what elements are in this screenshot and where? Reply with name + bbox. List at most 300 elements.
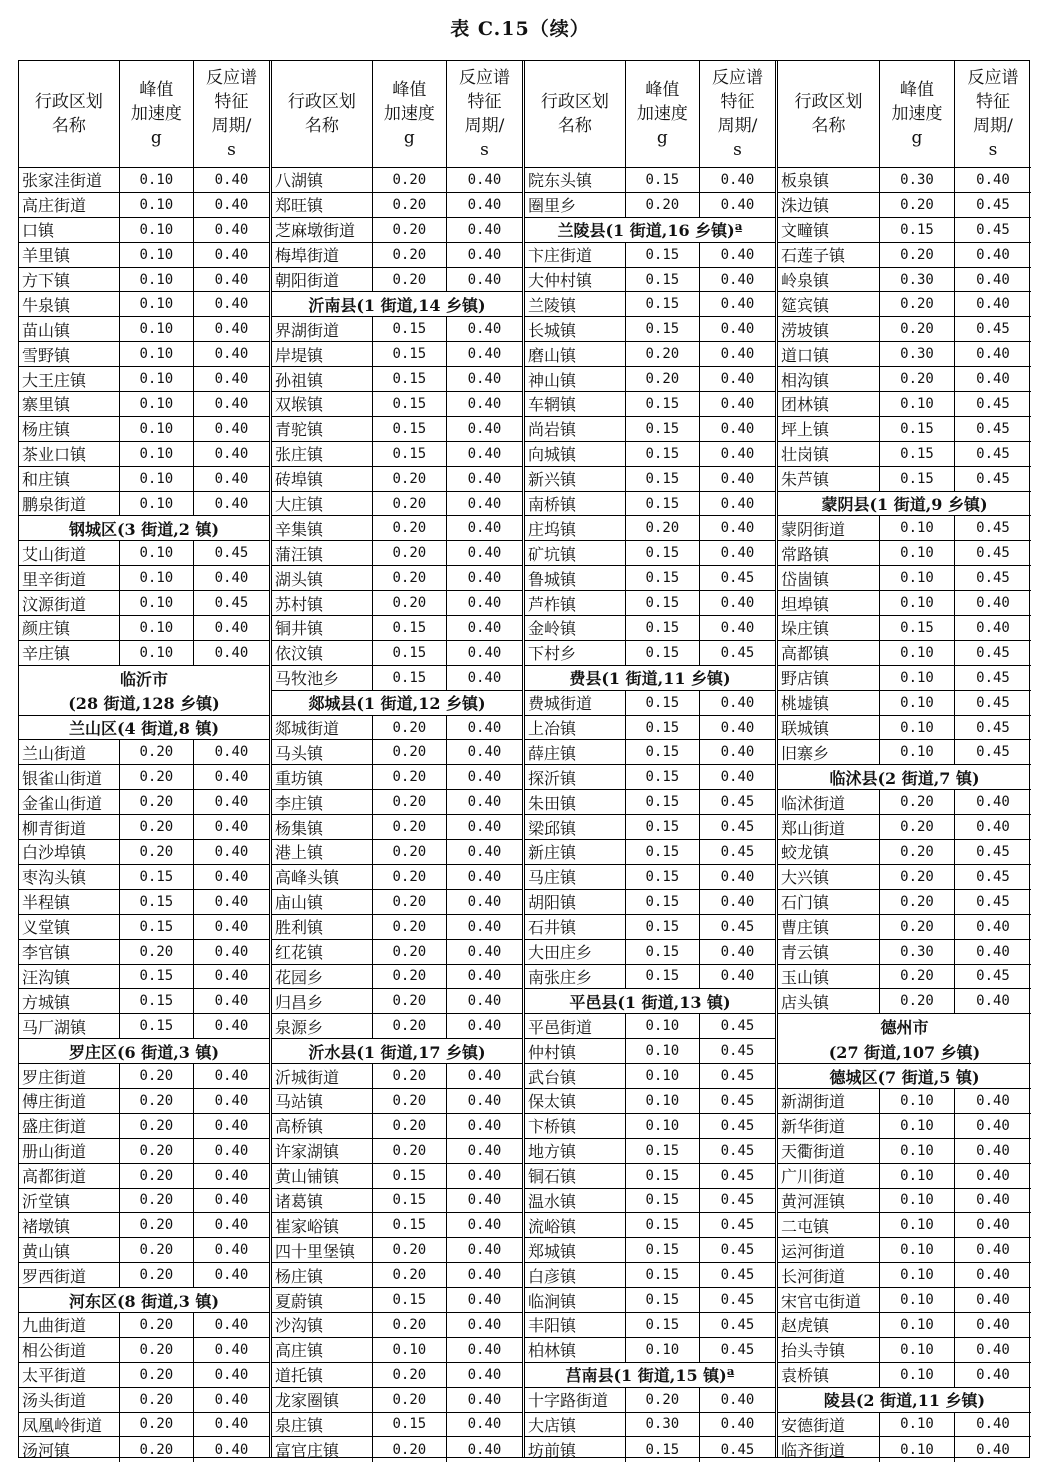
section-heading: 临沭县(2 街道,7 镇) bbox=[829, 768, 980, 788]
table-row bbox=[272, 1313, 522, 1338]
peak-acceleration: 0.20 bbox=[880, 317, 955, 341]
peak-acceleration: 0.15 bbox=[626, 541, 700, 565]
table-row bbox=[525, 1089, 775, 1114]
region-name: 院东头镇 bbox=[525, 168, 626, 192]
characteristic-period: 0.40 bbox=[467, 1192, 502, 1209]
table-row bbox=[778, 442, 1031, 467]
peak-acceleration: 0.20 bbox=[120, 1313, 194, 1337]
region-name: 十字路街道 bbox=[525, 1388, 626, 1412]
characteristic-period: 0.40 bbox=[720, 321, 755, 338]
characteristic-period: 0.40 bbox=[720, 545, 755, 562]
peak-acceleration: 0.20 bbox=[373, 467, 447, 491]
table-row bbox=[778, 193, 1031, 218]
region-name: 旧寨乡 bbox=[778, 740, 880, 764]
characteristic-period: 0.45 bbox=[976, 420, 1010, 437]
characteristic-period: 0.40 bbox=[976, 943, 1010, 960]
region-name: 朱田镇 bbox=[525, 790, 626, 814]
peak-acceleration: 0.15 bbox=[626, 1164, 700, 1188]
region-name: 上冶镇 bbox=[525, 716, 626, 740]
region-name: 杨庄镇 bbox=[19, 417, 120, 441]
table-row bbox=[272, 1263, 522, 1288]
region-name: 大庄镇 bbox=[272, 492, 373, 516]
region-name: 高都街道 bbox=[19, 1164, 120, 1188]
characteristic-period: 0.40 bbox=[720, 171, 755, 188]
characteristic-period: 0.40 bbox=[467, 196, 502, 213]
region-name: 南张庄乡 bbox=[525, 965, 626, 989]
region-name: 鹏泉街道 bbox=[19, 492, 120, 516]
peak-acceleration: 0.10 bbox=[880, 591, 955, 615]
peak-acceleration: 0.10 bbox=[626, 1338, 700, 1362]
characteristic-period: 0.40 bbox=[467, 644, 502, 661]
characteristic-period: 0.45 bbox=[720, 1242, 755, 1259]
region-name: 蒲汪镇 bbox=[272, 541, 373, 565]
region-name: 大店镇 bbox=[525, 1413, 626, 1437]
characteristic-period: 0.40 bbox=[214, 619, 249, 636]
region-name: 联城镇 bbox=[778, 716, 880, 740]
region-name: 枣沟头镇 bbox=[19, 865, 120, 889]
peak-acceleration: 0.20 bbox=[626, 367, 700, 391]
peak-acceleration: 0.20 bbox=[880, 292, 955, 316]
peak-acceleration: 0.15 bbox=[120, 1014, 194, 1038]
characteristic-period: 0.40 bbox=[214, 893, 249, 910]
region-name: 李庄镇 bbox=[272, 790, 373, 814]
table-row bbox=[272, 218, 522, 243]
characteristic-period: 0.40 bbox=[720, 943, 755, 960]
peak-acceleration: 0.15 bbox=[626, 740, 700, 764]
region-name: 探沂镇 bbox=[525, 765, 626, 789]
section-heading-row bbox=[525, 218, 775, 243]
peak-acceleration: 0.15 bbox=[373, 417, 447, 441]
region-name: 费城街道 bbox=[525, 691, 626, 715]
region-name: 筵宾镇 bbox=[778, 292, 880, 316]
table-row bbox=[525, 691, 775, 716]
region-name: 圈里乡 bbox=[525, 193, 626, 217]
region-name: 武台镇 bbox=[525, 1064, 626, 1088]
peak-acceleration: 0.30 bbox=[626, 1413, 700, 1437]
peak-acceleration: 0.15 bbox=[626, 940, 700, 964]
table-row bbox=[19, 890, 269, 915]
characteristic-period: 0.40 bbox=[214, 171, 249, 188]
peak-acceleration: 0.20 bbox=[626, 516, 700, 540]
table-row bbox=[19, 965, 269, 990]
column-header bbox=[272, 61, 522, 168]
peak-acceleration: 0.20 bbox=[880, 815, 955, 839]
characteristic-period: 0.40 bbox=[214, 371, 249, 388]
region-name: 岱崮镇 bbox=[778, 566, 880, 590]
peak-acceleration: 0.10 bbox=[120, 317, 194, 341]
section-heading: 德州市 bbox=[880, 1018, 929, 1038]
characteristic-period: 0.40 bbox=[720, 868, 755, 885]
region-name: 和庄镇 bbox=[19, 467, 120, 491]
peak-acceleration: 0.20 bbox=[880, 965, 955, 989]
characteristic-period: 0.40 bbox=[976, 1142, 1010, 1159]
characteristic-period: 0.40 bbox=[214, 296, 249, 313]
peak-acceleration: 0.30 bbox=[880, 940, 955, 964]
region-name: 高峰头镇 bbox=[272, 865, 373, 889]
characteristic-period: 0.45 bbox=[720, 644, 755, 661]
characteristic-period: 0.45 bbox=[976, 570, 1010, 587]
table-row bbox=[778, 965, 1031, 990]
table-row bbox=[272, 965, 522, 990]
section-heading: 陵县(2 街道,11 乡镇) bbox=[823, 1391, 986, 1411]
table-row bbox=[778, 815, 1031, 840]
region-name: 银雀山街道 bbox=[19, 765, 120, 789]
region-name: 罗西街道 bbox=[19, 1263, 120, 1287]
peak-acceleration: 0.20 bbox=[373, 989, 447, 1013]
region-name: 壮岗镇 bbox=[778, 442, 880, 466]
characteristic-period: 0.40 bbox=[720, 968, 755, 985]
table-row bbox=[778, 989, 1031, 1014]
region-name: 临齐街道 bbox=[778, 1437, 880, 1462]
region-name: 卞庄街道 bbox=[525, 243, 626, 267]
peak-acceleration: 0.15 bbox=[626, 268, 700, 292]
characteristic-period: 0.40 bbox=[467, 1117, 502, 1134]
table-row bbox=[525, 940, 775, 965]
characteristic-period: 0.45 bbox=[214, 545, 249, 562]
table-row bbox=[525, 1263, 775, 1288]
region-name: 长河街道 bbox=[778, 1263, 880, 1287]
section-heading-row bbox=[778, 1064, 1031, 1089]
peak-acceleration: 0.15 bbox=[626, 1139, 700, 1163]
region-name: 运河街道 bbox=[778, 1238, 880, 1262]
peak-acceleration: 0.20 bbox=[373, 541, 447, 565]
peak-acceleration: 0.20 bbox=[373, 168, 447, 192]
characteristic-period: 0.40 bbox=[214, 1242, 249, 1259]
section-heading-row bbox=[272, 292, 522, 317]
table-row bbox=[525, 566, 775, 591]
table-row bbox=[19, 1388, 269, 1413]
characteristic-period: 0.40 bbox=[976, 1341, 1010, 1358]
table-row bbox=[19, 1313, 269, 1338]
table-row bbox=[778, 392, 1031, 417]
table-row bbox=[19, 467, 269, 492]
table-row bbox=[19, 1363, 269, 1388]
region-name: 相沟镇 bbox=[778, 367, 880, 391]
peak-acceleration: 0.10 bbox=[373, 1338, 447, 1362]
characteristic-period: 0.40 bbox=[467, 545, 502, 562]
column-header bbox=[525, 61, 775, 168]
table-row bbox=[778, 641, 1031, 666]
table-row bbox=[272, 417, 522, 442]
region-name: 临沭街道 bbox=[778, 790, 880, 814]
characteristic-period: 0.45 bbox=[976, 445, 1010, 462]
table-row bbox=[778, 840, 1031, 865]
table-row bbox=[272, 1164, 522, 1189]
characteristic-period: 0.45 bbox=[976, 644, 1010, 661]
header-name: 行政区划 名称 bbox=[525, 61, 626, 167]
peak-acceleration: 0.15 bbox=[626, 1313, 700, 1337]
peak-acceleration: 0.15 bbox=[880, 218, 955, 242]
characteristic-period: 0.40 bbox=[976, 918, 1010, 935]
peak-acceleration: 0.20 bbox=[373, 516, 447, 540]
region-name: 太平街道 bbox=[19, 1363, 120, 1387]
region-name: 牛泉镇 bbox=[19, 292, 120, 316]
region-name: 梅埠街道 bbox=[272, 243, 373, 267]
region-name: 砖埠镇 bbox=[272, 467, 373, 491]
region-name: 板泉镇 bbox=[778, 168, 880, 192]
region-name: 罗庄街道 bbox=[19, 1064, 120, 1088]
peak-acceleration: 0.15 bbox=[626, 591, 700, 615]
region-name: 道托镇 bbox=[272, 1363, 373, 1387]
characteristic-period: 0.40 bbox=[720, 520, 755, 537]
peak-acceleration: 0.15 bbox=[626, 1213, 700, 1237]
table-row bbox=[19, 342, 269, 367]
peak-acceleration: 0.15 bbox=[626, 865, 700, 889]
characteristic-period: 0.40 bbox=[976, 1441, 1010, 1458]
characteristic-period: 0.45 bbox=[976, 744, 1010, 761]
table-row bbox=[19, 193, 269, 218]
table-row bbox=[525, 790, 775, 815]
peak-acceleration: 0.15 bbox=[626, 691, 700, 715]
table-row bbox=[19, 417, 269, 442]
characteristic-period: 0.45 bbox=[976, 893, 1010, 910]
table-row bbox=[778, 342, 1031, 367]
region-name: 苏村镇 bbox=[272, 591, 373, 615]
characteristic-period: 0.45 bbox=[720, 1092, 755, 1109]
region-name: 涝坡镇 bbox=[778, 317, 880, 341]
region-name: 矿坑镇 bbox=[525, 541, 626, 565]
region-name: 界湖街道 bbox=[272, 317, 373, 341]
peak-acceleration: 0.10 bbox=[120, 218, 194, 242]
region-name: 柏林镇 bbox=[525, 1338, 626, 1362]
section-heading: 临沂市 bbox=[119, 669, 168, 689]
region-name: 新华街道 bbox=[778, 1114, 880, 1138]
characteristic-period: 0.40 bbox=[467, 171, 502, 188]
table-row bbox=[778, 467, 1031, 492]
region-name: 湖头镇 bbox=[272, 566, 373, 590]
table-row bbox=[525, 716, 775, 741]
table-row bbox=[525, 740, 775, 765]
region-name: 金雀山街道 bbox=[19, 790, 120, 814]
region-name: 南桥镇 bbox=[525, 492, 626, 516]
peak-acceleration: 0.20 bbox=[120, 1139, 194, 1163]
region-name: 安德街道 bbox=[778, 1413, 880, 1437]
region-name: 下村乡 bbox=[525, 641, 626, 665]
region-name: 重坊镇 bbox=[272, 765, 373, 789]
table-row bbox=[525, 865, 775, 890]
section-heading-row bbox=[19, 516, 269, 541]
characteristic-period: 0.40 bbox=[467, 395, 502, 412]
characteristic-period: 0.40 bbox=[214, 1391, 249, 1408]
peak-acceleration: 0.10 bbox=[120, 292, 194, 316]
table-row bbox=[272, 467, 522, 492]
peak-acceleration: 0.15 bbox=[120, 989, 194, 1013]
table-row bbox=[525, 442, 775, 467]
section-heading-row bbox=[19, 1288, 269, 1313]
table-row bbox=[19, 541, 269, 566]
table-row bbox=[525, 616, 775, 641]
peak-acceleration: 0.30 bbox=[880, 268, 955, 292]
table-row bbox=[19, 1263, 269, 1288]
region-name: 艾山街道 bbox=[19, 541, 120, 565]
peak-acceleration: 0.10 bbox=[880, 1089, 955, 1113]
peak-acceleration: 0.20 bbox=[373, 790, 447, 814]
characteristic-period: 0.45 bbox=[976, 545, 1010, 562]
region-name: 流峪镇 bbox=[525, 1213, 626, 1237]
peak-acceleration: 0.20 bbox=[373, 890, 447, 914]
region-name: 黄山铺镇 bbox=[272, 1164, 373, 1188]
characteristic-period: 0.40 bbox=[214, 1018, 249, 1035]
table-row bbox=[19, 840, 269, 865]
region-name: 郑城镇 bbox=[525, 1238, 626, 1262]
peak-acceleration: 0.10 bbox=[120, 442, 194, 466]
table-row bbox=[525, 1114, 775, 1139]
characteristic-period: 0.40 bbox=[214, 1092, 249, 1109]
section-heading: 德城区(7 街道,5 镇) bbox=[829, 1067, 980, 1087]
peak-acceleration: 0.15 bbox=[880, 467, 955, 491]
characteristic-period: 0.40 bbox=[214, 943, 249, 960]
table-row bbox=[19, 1238, 269, 1263]
header-name: 行政区划 名称 bbox=[778, 61, 880, 167]
characteristic-period: 0.40 bbox=[214, 1366, 249, 1383]
peak-acceleration: 0.20 bbox=[120, 1064, 194, 1088]
peak-acceleration: 0.20 bbox=[373, 865, 447, 889]
table-row bbox=[19, 940, 269, 965]
table-row bbox=[272, 193, 522, 218]
characteristic-period: 0.45 bbox=[976, 196, 1010, 213]
peak-acceleration: 0.15 bbox=[626, 815, 700, 839]
peak-acceleration: 0.15 bbox=[373, 1288, 447, 1312]
table-row bbox=[272, 492, 522, 517]
peak-acceleration: 0.20 bbox=[373, 815, 447, 839]
peak-acceleration: 0.10 bbox=[880, 1313, 955, 1337]
section-heading-row bbox=[525, 1363, 775, 1388]
peak-acceleration: 0.20 bbox=[880, 989, 955, 1013]
table-row bbox=[19, 1014, 269, 1039]
peak-acceleration: 0.20 bbox=[373, 1363, 447, 1387]
peak-acceleration: 0.15 bbox=[626, 915, 700, 939]
table-row bbox=[272, 840, 522, 865]
region-name: 高庄街道 bbox=[19, 193, 120, 217]
table-row bbox=[19, 1413, 269, 1438]
header-name: 行政区划 名称 bbox=[272, 61, 373, 167]
peak-acceleration: 0.20 bbox=[373, 1313, 447, 1337]
region-name: 马头镇 bbox=[272, 740, 373, 764]
characteristic-period: 0.40 bbox=[214, 1341, 249, 1358]
characteristic-period: 0.40 bbox=[720, 893, 755, 910]
peak-acceleration: 0.15 bbox=[626, 641, 700, 665]
characteristic-period: 0.45 bbox=[720, 1341, 755, 1358]
table-row bbox=[272, 1189, 522, 1214]
table-row bbox=[272, 740, 522, 765]
region-name: 坊前镇 bbox=[525, 1437, 626, 1462]
section-heading: 兰山区(4 街道,8 镇) bbox=[68, 719, 220, 739]
table-row bbox=[525, 1039, 775, 1064]
characteristic-period: 0.40 bbox=[214, 495, 249, 512]
characteristic-period: 0.40 bbox=[214, 1167, 249, 1184]
characteristic-period: 0.40 bbox=[467, 794, 502, 811]
table-row bbox=[778, 168, 1031, 193]
region-name: 宋官屯街道 bbox=[778, 1288, 880, 1312]
region-name: 许家湖镇 bbox=[272, 1139, 373, 1163]
characteristic-period: 0.40 bbox=[214, 196, 249, 213]
table-row bbox=[525, 516, 775, 541]
table-row bbox=[272, 591, 522, 616]
region-name: 崔家峪镇 bbox=[272, 1213, 373, 1237]
peak-acceleration: 0.20 bbox=[373, 716, 447, 740]
peak-acceleration: 0.20 bbox=[373, 740, 447, 764]
characteristic-period: 0.40 bbox=[467, 769, 502, 786]
table-row bbox=[778, 292, 1031, 317]
peak-acceleration: 0.15 bbox=[373, 342, 447, 366]
characteristic-period: 0.45 bbox=[720, 918, 755, 935]
characteristic-period: 0.40 bbox=[720, 1391, 755, 1408]
peak-acceleration: 0.10 bbox=[880, 1114, 955, 1138]
characteristic-period: 0.40 bbox=[467, 1441, 502, 1458]
table-row bbox=[525, 641, 775, 666]
table-row bbox=[525, 1014, 775, 1039]
peak-acceleration: 0.20 bbox=[120, 1413, 194, 1437]
characteristic-period: 0.45 bbox=[720, 794, 755, 811]
peak-acceleration: 0.15 bbox=[626, 292, 700, 316]
table-row bbox=[525, 1288, 775, 1313]
characteristic-period: 0.40 bbox=[467, 1416, 502, 1433]
peak-acceleration: 0.10 bbox=[880, 392, 955, 416]
region-name: 薛庄镇 bbox=[525, 740, 626, 764]
section-heading-row bbox=[19, 716, 269, 741]
table-row bbox=[272, 367, 522, 392]
peak-acceleration: 0.10 bbox=[120, 467, 194, 491]
section-heading-row bbox=[525, 989, 775, 1014]
region-name: 张庄镇 bbox=[272, 442, 373, 466]
section-heading: 蒙阴县(1 街道,9 乡镇) bbox=[821, 495, 988, 515]
characteristic-period: 0.40 bbox=[467, 1068, 502, 1084]
table-row bbox=[525, 168, 775, 193]
characteristic-period: 0.40 bbox=[976, 171, 1010, 188]
section-heading: (27 街道,107 乡镇) bbox=[828, 1042, 981, 1062]
table-row bbox=[778, 691, 1031, 716]
peak-acceleration: 0.15 bbox=[373, 367, 447, 391]
table-row bbox=[19, 1089, 269, 1114]
region-name: 归昌乡 bbox=[272, 989, 373, 1013]
region-name: 车辋镇 bbox=[525, 392, 626, 416]
characteristic-period: 0.40 bbox=[720, 346, 755, 363]
table-row bbox=[19, 292, 269, 317]
section-heading: 钢城区(3 街道,2 镇) bbox=[68, 519, 220, 539]
table-row bbox=[525, 392, 775, 417]
header-period: 反应谱 特征 周期/ s bbox=[205, 68, 257, 160]
table-row bbox=[19, 989, 269, 1014]
table-row bbox=[19, 392, 269, 417]
peak-acceleration: 0.20 bbox=[373, 965, 447, 989]
characteristic-period: 0.40 bbox=[467, 1167, 502, 1184]
characteristic-period: 0.40 bbox=[976, 1092, 1010, 1109]
table-row bbox=[525, 591, 775, 616]
peak-acceleration: 0.10 bbox=[880, 1189, 955, 1213]
characteristic-period: 0.45 bbox=[720, 1167, 755, 1184]
region-name: 地方镇 bbox=[525, 1139, 626, 1163]
peak-acceleration: 0.15 bbox=[626, 392, 700, 416]
table-row bbox=[525, 317, 775, 342]
region-name: 半程镇 bbox=[19, 890, 120, 914]
section-heading-row bbox=[19, 666, 269, 691]
table-row bbox=[525, 1413, 775, 1438]
region-name: 新庄镇 bbox=[525, 840, 626, 864]
characteristic-period: 0.40 bbox=[214, 868, 249, 885]
peak-acceleration: 0.20 bbox=[373, 218, 447, 242]
characteristic-period: 0.40 bbox=[467, 321, 502, 338]
characteristic-period: 0.40 bbox=[467, 1242, 502, 1259]
characteristic-period: 0.40 bbox=[467, 1142, 502, 1159]
peak-acceleration: 0.20 bbox=[880, 367, 955, 391]
region-name: 泉源乡 bbox=[272, 1014, 373, 1038]
characteristic-period: 0.45 bbox=[720, 1068, 755, 1084]
peak-acceleration: 0.10 bbox=[880, 516, 955, 540]
characteristic-period: 0.40 bbox=[976, 1267, 1010, 1284]
table-row bbox=[19, 168, 269, 193]
peak-acceleration: 0.15 bbox=[626, 965, 700, 989]
table-row bbox=[778, 516, 1031, 541]
